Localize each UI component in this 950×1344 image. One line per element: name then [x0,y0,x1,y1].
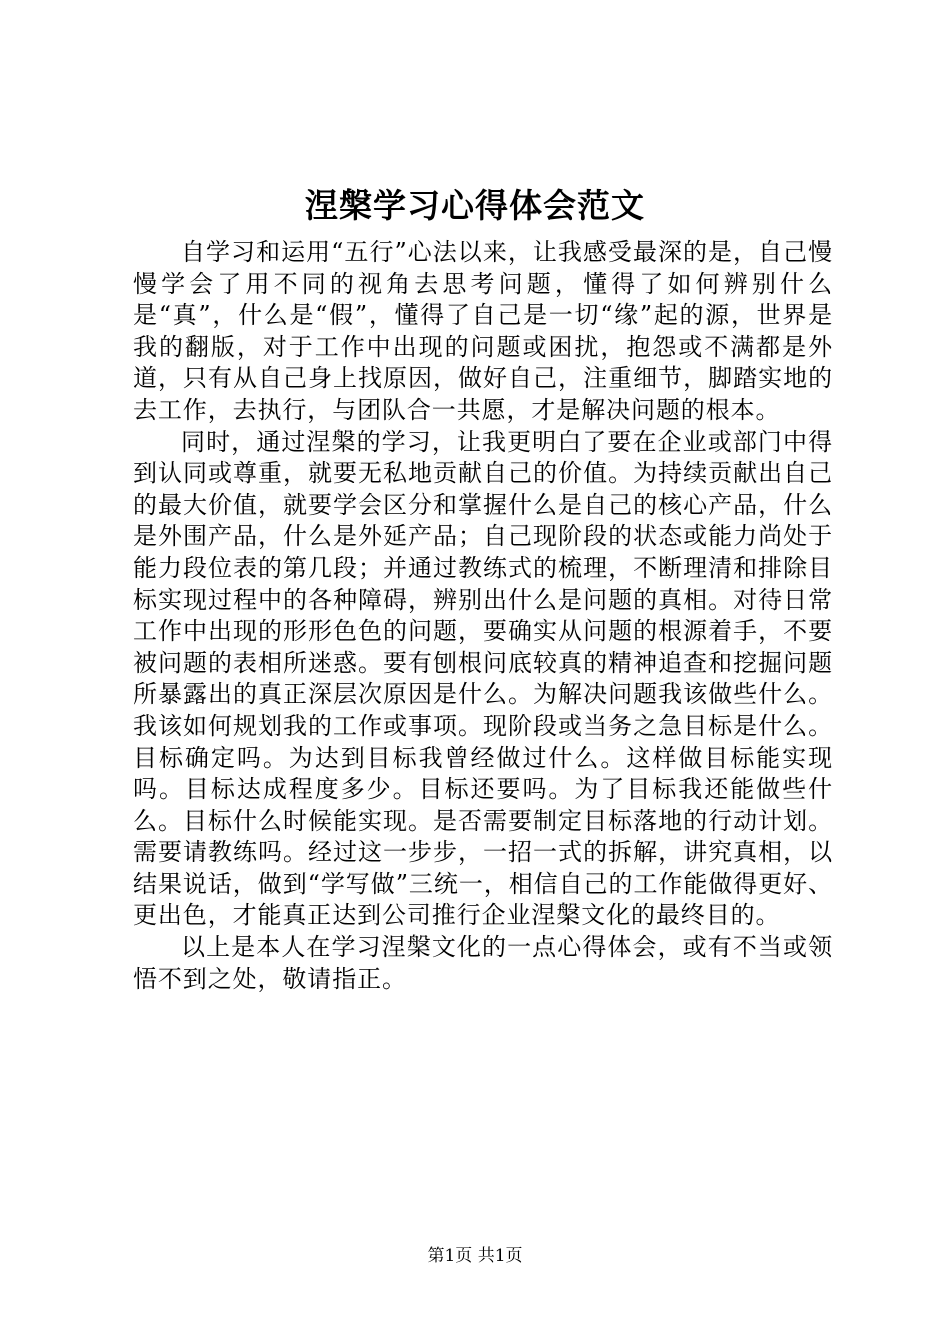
page-footer: 第1页 共1页 [427,1246,523,1266]
document-body [133,237,833,995]
document-title: 涅槃学习心得体会范文 [305,186,645,225]
paragraph: 同时，通过涅槃的学习，让我更明白了要在企业或部门中得到认同或尊重，就要无私地贡献自己的价值。为持续贡献出自己的最大价值，就要学会区分和掌握什么是自己的核心产品，什么是外围产品，什么是外延产品；自己现阶段的状态或能力尚处于能力段位表的第几段；并通过教练式的梳理，不断理清和排除目标实现过程中的各种障碍，辨别出什么是问题的真相。对待日常工作中出现的形形色色的问题，要确实从问题的根源着手，不要被问题的表相所迷惑。要有刨根问底较真的精神追查和挖掘问题所暴露出的真正深层次原因是什么。为解决问题我该做些什么。我该如何规划我的工作或事项。现阶段或当务之急目标是什么。目标确定吗。为达到目标我曾经做过什么。这样做目标能实现吗。目标达成程度多少。目标还要吗。为了目标我还能做些什么。目标什么时候能实现。是否需要制定目标落地的行动计划。需要请教练吗。经过这一步步，一招一式的拆解，讲究真相，以结果说话，做到“学写做”三统一，相信自己的工作能做得更好、更出色，才能真正达到公司推行企业涅槃文化的最终目的。 [133,427,833,930]
paragraph: 以上是本人在学习涅槃文化的一点心得体会，或有不当或领悟不到之处，敬请指正。 [133,933,833,993]
paragraph: 自学习和运用“五行”心法以来，让我感受最深的是，自己慢慢学会了用不同的视角去思考问题，懂得了如何辨别什么是“真”，什么是“假”，懂得了自己是一切“缘”起的源，世界是我的翻版，对于工作中出现的问题或困扰，抱怨或不满都是外道，只有从自己身上找原因，做好自己，注重细节，脚踏实地的去工作，去执行，与团队合一共愿，才是解决问题的根本。 [133,238,833,424]
